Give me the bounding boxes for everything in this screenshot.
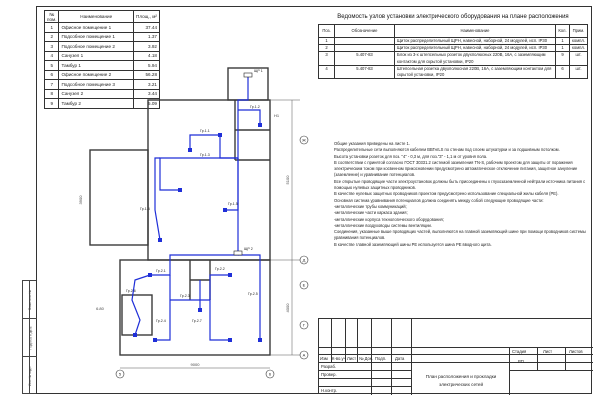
note-paragraph: Общие указания приведены на листе 1. xyxy=(334,141,410,146)
equipment-cell xyxy=(335,38,395,45)
group-label: Гр.2.5 xyxy=(248,292,258,296)
outlet-icon xyxy=(258,338,262,342)
tb-header: Подп. xyxy=(375,356,387,361)
outlet-icon xyxy=(158,238,162,242)
room-cell: 4.18 xyxy=(134,51,160,61)
axis-label: Е xyxy=(302,282,306,288)
tb-header: Изм xyxy=(320,356,328,361)
equipment-cell: 4 xyxy=(319,65,335,78)
room-cell: 5 xyxy=(45,61,59,71)
binding-strip-inner xyxy=(29,280,36,394)
note-paragraph: Высота установки розеток для поз. "4" - 0,3 м, для поз."3" - 1,1 м от уровня пола. xyxy=(334,153,488,159)
room-cell: Подсобное помещение 1 xyxy=(59,32,134,42)
axis-label: 6 xyxy=(268,371,272,377)
equipment-cell: 3 xyxy=(319,52,335,65)
equipment-cell: Штепсельная розетка двухполюсная 220В, 16А, с заземляющим контактом для скрытой установки, IP20 xyxy=(395,65,556,78)
eq-col-note: Прим. xyxy=(570,25,588,38)
room-cell: Подсобное помещение 3 xyxy=(59,80,134,90)
equipment-cell: компл. xyxy=(570,38,588,45)
axis-label: 5 xyxy=(118,371,122,377)
wiring-gr2-1 xyxy=(150,158,238,275)
panel-1-icon xyxy=(244,73,252,77)
tb-stage-header: Стадия xyxy=(512,349,527,354)
upper-block-walls xyxy=(148,100,270,260)
dim-right-bottom-label: 4000 xyxy=(285,303,290,313)
tb-header: № Док. xyxy=(359,356,373,361)
note-paragraph: В соответствии с принятой согласно ГОСТ 30331.2 системой заземления TN-S, рабочим проектом для защиты от поражения электрическим током при косвенном прикосновении предусмотрено автоматическое отключение питания, защитное зануление (заземление) и уравнивание потенциалов. xyxy=(334,159,578,178)
equipment-cell: 1 xyxy=(556,38,570,45)
strip-label: Подпись и дата xyxy=(28,326,32,349)
room-cell: Санузел 1 xyxy=(59,51,134,61)
room-cell: 1 xyxy=(45,23,59,33)
wiring-gr2-4 xyxy=(155,275,170,340)
equipment-cell: Щиток распределительный ЩРН, навесной, наборной, 24 модулей, исп. IP30 xyxy=(395,38,556,45)
wiring-routes xyxy=(132,75,260,340)
general-notes xyxy=(322,141,586,248)
room-cell: Тамбур 1 xyxy=(59,61,134,71)
dim-bottom-label: 9000 xyxy=(190,362,200,367)
wiring-gr2-5 xyxy=(238,255,260,340)
equipment-row xyxy=(319,38,588,45)
group-label: Гр.1.1 xyxy=(200,129,210,133)
room-row xyxy=(45,23,160,33)
equipment-cell: 9 xyxy=(556,52,570,65)
wiring-gr1-4 xyxy=(155,158,160,240)
strip-label: Взам. инв. № xyxy=(28,289,32,310)
eq-col-pos: Поз. xyxy=(319,25,335,38)
equipment-cell: Блок из 3-х штепсельных розеток двухполюсных 220В, 16А, с заземляющим контактом для скрытой установки, IP20 xyxy=(395,52,556,65)
equipment-cell xyxy=(335,45,395,52)
title-block xyxy=(318,318,592,394)
dim-right-top-label: 5100 xyxy=(285,175,290,185)
tb-header: К-во.уч xyxy=(332,356,346,361)
group-label: Гр.2.4 xyxy=(156,319,166,323)
tb-stage-header: Листов xyxy=(569,349,583,354)
note-paragraph: -металлические воздуховоды системы вентиляции. xyxy=(334,222,432,228)
group-label: Гр.2.3 xyxy=(180,294,190,298)
panel-1-label: ЩР 1 xyxy=(254,69,263,73)
room-col-area: Площ., м² xyxy=(134,11,160,23)
room-col-name: Наименование xyxy=(59,11,134,23)
room-cell: 5.09 xyxy=(134,99,160,109)
group-label: Гр.2.7 xyxy=(192,319,202,323)
equipment-cell: 2 xyxy=(319,45,335,52)
room-cell: 7 xyxy=(45,80,59,90)
room-cell: Офисное помещение 2 xyxy=(59,70,134,80)
axis-label: А xyxy=(302,352,306,358)
room-cell: Подсобное помещение 2 xyxy=(59,42,134,52)
outlet-icon xyxy=(228,338,232,342)
note-paragraph: В качестве главной заземляющей шины РЕ используется шина РЕ вводного щита. xyxy=(334,241,492,247)
tb-role: Провер. xyxy=(321,372,337,377)
strip-label: Инв. № подл. xyxy=(28,366,33,386)
room-col-num: № пом. xyxy=(45,11,59,23)
room-cell: 4 xyxy=(45,51,59,61)
dim-h1-label: H1 xyxy=(274,113,280,118)
note-paragraph: Распределительные сети выполняются кабелем ВВГнгLS по стенам под слоем штукатурки и за подшивным потолком. xyxy=(334,147,560,153)
group-label: Гр.1.3 xyxy=(200,153,210,157)
equipment-cell: 5.407-83 xyxy=(335,65,395,78)
eq-col-code: Обозначение xyxy=(335,25,395,38)
group-label: Гр.1.2 xyxy=(250,105,260,109)
tb-stage-header: Лист xyxy=(543,349,553,354)
equipment-cell: 1 xyxy=(319,38,335,45)
outlet-icon xyxy=(153,338,157,342)
wiring-gr1-2 xyxy=(238,110,260,125)
note-paragraph: Все открытые проводящие части электроустановок должны быть присоединены к глухозаземленной нейтрали источника питания с помощью нулевых защитных проводников. xyxy=(334,178,586,191)
room-cell: 5.94 xyxy=(134,61,160,71)
equipment-cell: 5.407-83 xyxy=(335,52,395,65)
room-cell: 1.37 xyxy=(134,32,160,42)
axis-label: Д xyxy=(302,257,306,263)
note-paragraph: -металлические корпуса технологического оборудования; xyxy=(334,216,444,222)
walls xyxy=(90,68,270,355)
note-paragraph: Соединения, указанные выше проводящих частей, выполняются на главной заземляющей шине при помощи проводников системы уравнивания потенциалов. xyxy=(334,229,586,241)
wiring-gr2-6 xyxy=(132,275,150,335)
outlet-icon xyxy=(228,273,232,277)
group-label: Гр.2.6 xyxy=(126,289,136,293)
room-cell: 9 xyxy=(45,99,59,109)
panel-2-icon xyxy=(234,251,242,255)
tb-stage: РП xyxy=(518,359,524,364)
room-cell: 8 xyxy=(45,89,59,99)
room-cell: Тамбур 2 xyxy=(59,99,134,109)
equipment-cell: шт. xyxy=(570,52,588,65)
wiring-gr1-3 xyxy=(160,158,238,190)
equipment-row xyxy=(319,65,588,78)
room-cell: 3 xyxy=(45,42,59,52)
room-cell: Санузел 2 xyxy=(59,89,134,99)
equipment-title: Ведомость узлов установки электрического оборудования на плане расположения xyxy=(337,14,569,20)
left-annex-walls xyxy=(90,150,148,245)
note-paragraph: -металлические части каркаса здания; xyxy=(334,210,408,216)
equipment-cell: 1 xyxy=(556,45,570,52)
dim-left-label: 6.80 xyxy=(96,306,104,311)
equipment-row xyxy=(319,45,588,52)
panel-2-label: ЩР 2 xyxy=(244,247,253,251)
outlet-icon xyxy=(178,188,182,192)
room-cell: 6 xyxy=(45,70,59,80)
wiring-gr1-1b xyxy=(190,135,220,150)
room-cell: 3.21 xyxy=(134,80,160,90)
outlet-icon xyxy=(198,308,202,312)
lower-block-walls xyxy=(120,260,270,355)
group-label: Гр.1.5 xyxy=(228,202,238,206)
equipment-table xyxy=(318,24,588,79)
tb-header: Дата xyxy=(395,356,405,361)
equipment-cell: компл. xyxy=(570,45,588,52)
wiring-gr2-2 xyxy=(210,275,230,300)
outlet-icon xyxy=(218,133,222,137)
wiring-gr1-1 xyxy=(220,75,248,158)
equipment-cell: 6 xyxy=(556,65,570,78)
outlet-icon xyxy=(188,148,192,152)
eq-col-name: Наименование xyxy=(395,25,556,38)
group-label: Гр.2.1 xyxy=(156,269,166,273)
note-paragraph: В качестве нулевых защитных проводников проектом предусмотрено использование специальной жилы кабеля (PE). xyxy=(334,191,559,197)
outlet-icon xyxy=(258,123,262,127)
axis-markers xyxy=(116,136,308,378)
group-label: Гр.2.2 xyxy=(215,267,225,271)
equipment-cell: шт. xyxy=(570,65,588,78)
axis-label: Г xyxy=(302,322,306,328)
floor-plan xyxy=(60,40,315,380)
room-cell: Офисное помещение 1 xyxy=(59,23,134,33)
note-paragraph: Основная система уравнивания потенциалов должна соединять между собой следующие проводящие части: xyxy=(334,197,544,203)
axis-label: Ж xyxy=(302,137,306,143)
outlet-icon xyxy=(148,273,152,277)
outlet-icon xyxy=(223,208,227,212)
room-cell: 2 xyxy=(45,32,59,42)
tb-role: Н.контр. xyxy=(321,388,338,393)
tb-title: План расположения и прокладки электрических сетей xyxy=(425,374,497,387)
room-cell: 3.92 xyxy=(134,42,160,52)
dim-left-label: 3900 xyxy=(78,195,83,205)
tb-header: Лист xyxy=(347,356,357,361)
equipment-cell: Щиток распределительный ЩРН, навесной, наборной, 24 модулей, исп. IP30 xyxy=(395,45,556,52)
group-label: Гр.1.4 xyxy=(140,207,150,211)
room-cell: 37.44 xyxy=(134,23,160,33)
room-cell: 56.28 xyxy=(134,70,160,80)
room-cell: 3.44 xyxy=(134,89,160,99)
tb-role: Разраб. xyxy=(321,364,337,369)
eq-col-qty: Кол. xyxy=(556,25,570,38)
equipment-row xyxy=(319,52,588,65)
note-paragraph: -металлические трубы коммуникаций; xyxy=(334,203,407,209)
outlet-icon xyxy=(133,333,137,337)
